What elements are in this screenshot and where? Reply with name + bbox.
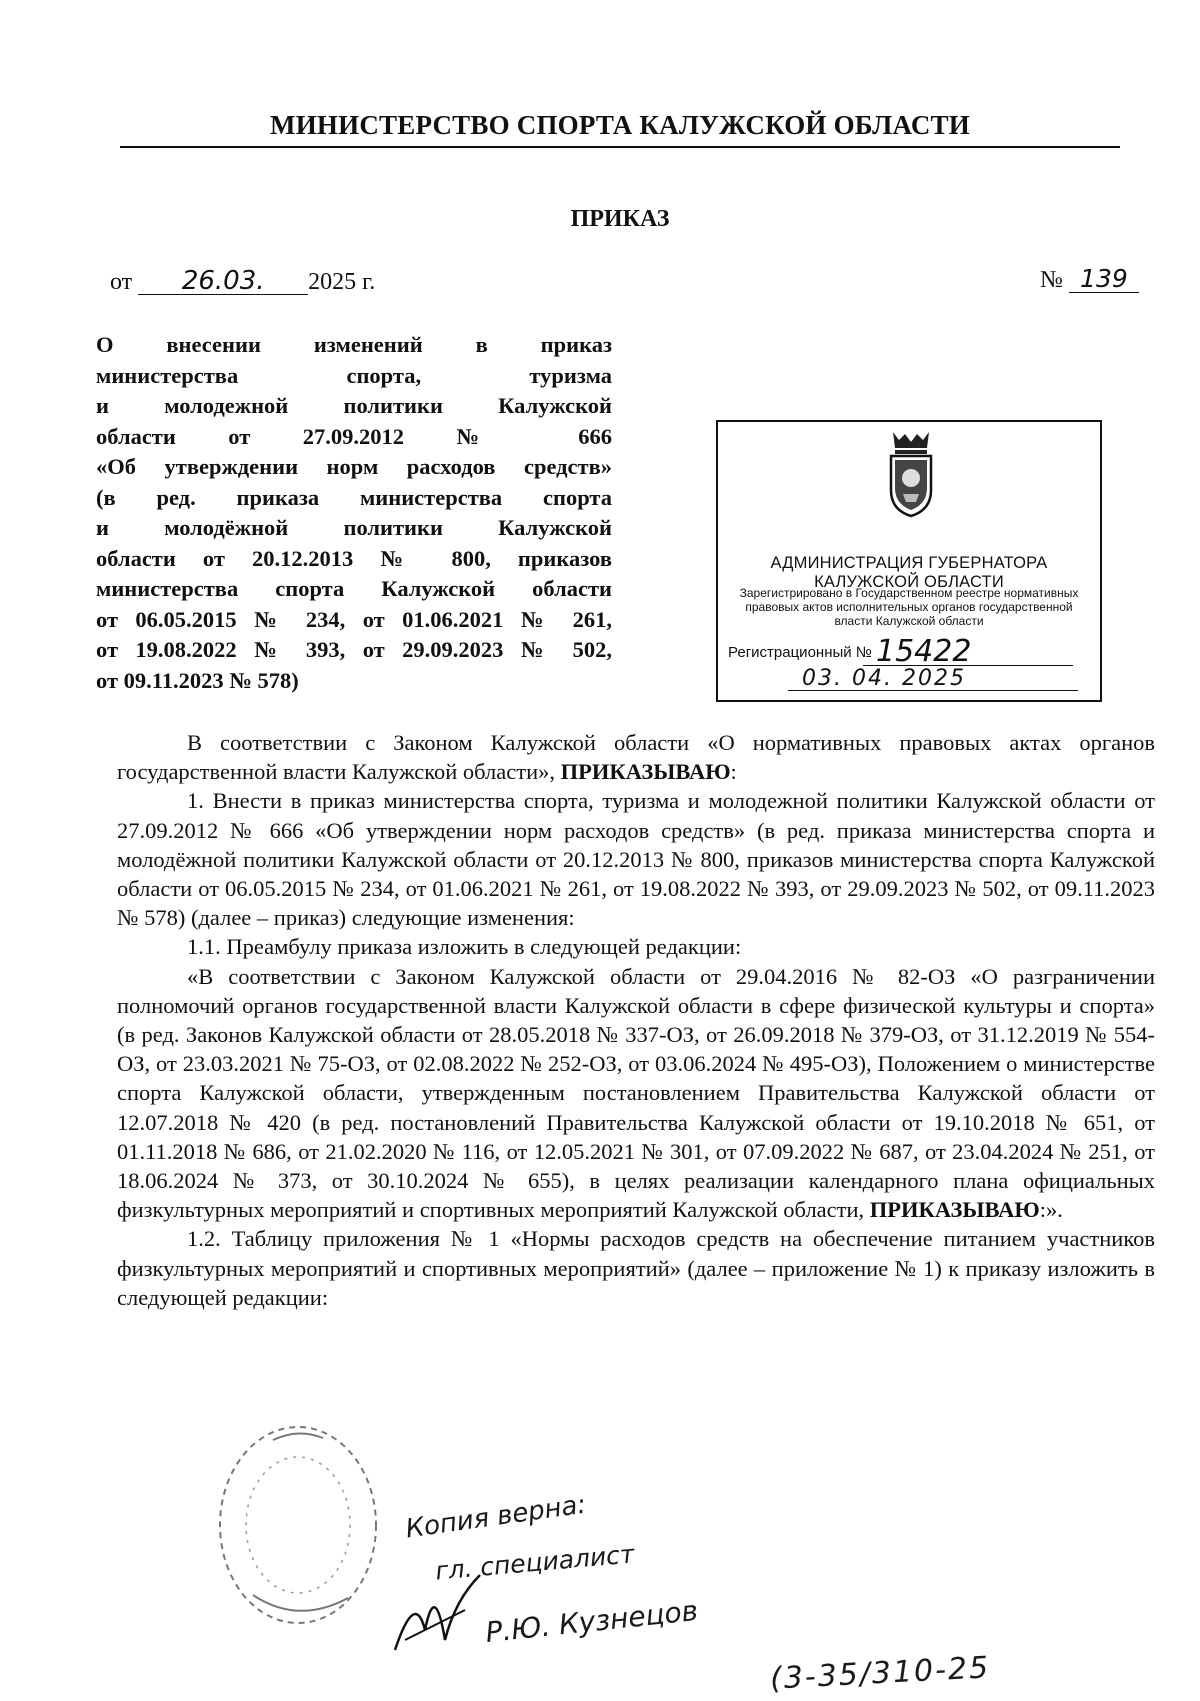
ministry-title: МИНИСТЕРСТВО СПОРТА КАЛУЖСКОЙ ОБЛАСТИ [270, 110, 970, 140]
subject-line: О внесении изменений в приказ [96, 332, 612, 357]
subject-line: области от 20.12.2013 № 800, приказов [96, 545, 612, 571]
date-year: 2025 г. [308, 269, 376, 295]
stamp-reg-label: Регистрационный № [728, 644, 872, 661]
stamp-reg-number: 15422 [876, 634, 972, 669]
date-prefix: от [110, 269, 133, 295]
document-type: ПРИКАЗ [570, 206, 670, 232]
order-body [117, 728, 1155, 1312]
subject-line: и молодежной политики Калужской [96, 393, 612, 418]
subject-line: от 06.05.2015 № 234, от 01.06.2021 № 261, [96, 606, 612, 632]
registration-stamp [716, 420, 1102, 702]
subject-line: министерства спорта, туризма [96, 362, 612, 388]
body-bold: ПРИКАЗЫВАЮ [560, 759, 731, 785]
order-number [1040, 266, 1139, 294]
seal-icon [213, 1420, 383, 1630]
stamp-date-line [788, 690, 1078, 691]
stamp-administration: АДМИНИСТРАЦИЯ ГУБЕРНАТОРА КАЛУЖСКОЙ ОБЛАСТИ [770, 554, 1048, 591]
body-text: «В соответствии с Законом Калужской области от 29.04.2016 № 82-ОЗ «О разграничении полномочий органов государственной власти Калужской области в сфере физической культуры и спорта» (в ред. Законов Калужской области от 28.05.2018 № 337-ОЗ, от 26.09.2018 № 379-ОЗ, от 31.12.2019 № 554-ОЗ, от 23.03.2021 № 75-ОЗ, от 02.08.2022 № 252-ОЗ, от 03.06.2024 № 495-ОЗ), Положением о министерстве спорта Калужской области, утвержденным постановлением Правительства Калужской области от 12.07.2018 № 420 (в ред. постановлений Правительства Калужской области от 19.10.2018 № 651, от 01.11.2018 № 686, от 21.02.2020 № 116, от 12.05.2021 № 301, от 07.09.2022 № 687, от 23.04.2024 № 251, от 18.06.2024 № 373, от 30.10.2024 № 655), в целях реализации календарного плана официальных физкультурных мероприятий и спортивных мероприятий Калужской области, [117, 963, 1155, 1223]
copy-true: Копия верна: [403, 1489, 588, 1545]
body-paragraph-1 [117, 728, 1155, 786]
number-prefix: № [1040, 267, 1063, 293]
subject-line: «Об утверждении норм расходов средств» [96, 454, 612, 479]
stamp-registered-text: Зарегистрировано в Государственном реестре нормативных правовых актов исполнительных органов государственной власти Калужской области [739, 586, 1079, 628]
copy-signatory: Р.Ю. Кузнецов [483, 1593, 700, 1650]
subject-line: (в ред. приказа министерства спорта [96, 484, 612, 510]
body-punct: :». [1039, 1197, 1063, 1223]
coat-of-arms-icon [883, 430, 939, 518]
subject-line: от 09.11.2023 № 578) [96, 667, 299, 693]
body-paragraph-2: 1. Внести в приказ министерства спорта, туризма и молодежной политики Калужской области от 27.09.2012 № 666 «Об утверждении норм расходов средств» (в ред. приказа министерства спорта и молодёжной политики Калужской области от 20.12.2013 № 800, приказов министерства спорта Калужской области от 06.05.2015 № 234, от 01.06.2021 № 261, от 19.08.2022 № 393, от 29.09.2023 № 502, от 09.11.2023 № 578) (далее – приказ) следующие изменения: [117, 788, 1155, 931]
subject-line: области от 27.09.2012 № 666 [96, 423, 612, 449]
order-subject [96, 330, 612, 696]
header-rule [120, 146, 1120, 148]
certification-block [225, 1420, 1185, 1700]
body-paragraph-3: 1.1. Преамбулу приказа изложить в следующей редакции: [187, 934, 742, 960]
number-handwritten: 139 [1069, 266, 1139, 293]
body-bold: ПРИКАЗЫВАЮ [869, 1197, 1040, 1223]
body-text: В соответствии с Законом Калужской области «О нормативных правовых актах органов государственной власти Калужской области», [117, 730, 1155, 785]
date-handwritten: 26.03. [138, 268, 308, 295]
subject-line: министерства спорта Калужской области [96, 576, 612, 601]
copy-position: гл. специалист [434, 1539, 636, 1586]
body-paragraph-4 [117, 962, 1155, 1225]
body-punct: : [730, 759, 737, 785]
signature-icon [385, 1570, 495, 1660]
subject-line: и молодёжной политики Калужской [96, 515, 612, 540]
stamp-reg-date: 03. 04. 2025 [802, 666, 966, 691]
body-paragraph-5: 1.2. Таблицу приложения № 1 «Нормы расходов средств на обеспечение питанием участников физкультурных мероприятий и спортивных мероприятий» (далее – приложение № 1) к приказу изложить в следующей редакции: [117, 1226, 1155, 1310]
order-date [110, 268, 375, 296]
file-reference: (3-35/310-25 [769, 1650, 991, 1697]
subject-line: от 19.08.2022 № 393, от 29.09.2023 № 502, [96, 637, 612, 662]
